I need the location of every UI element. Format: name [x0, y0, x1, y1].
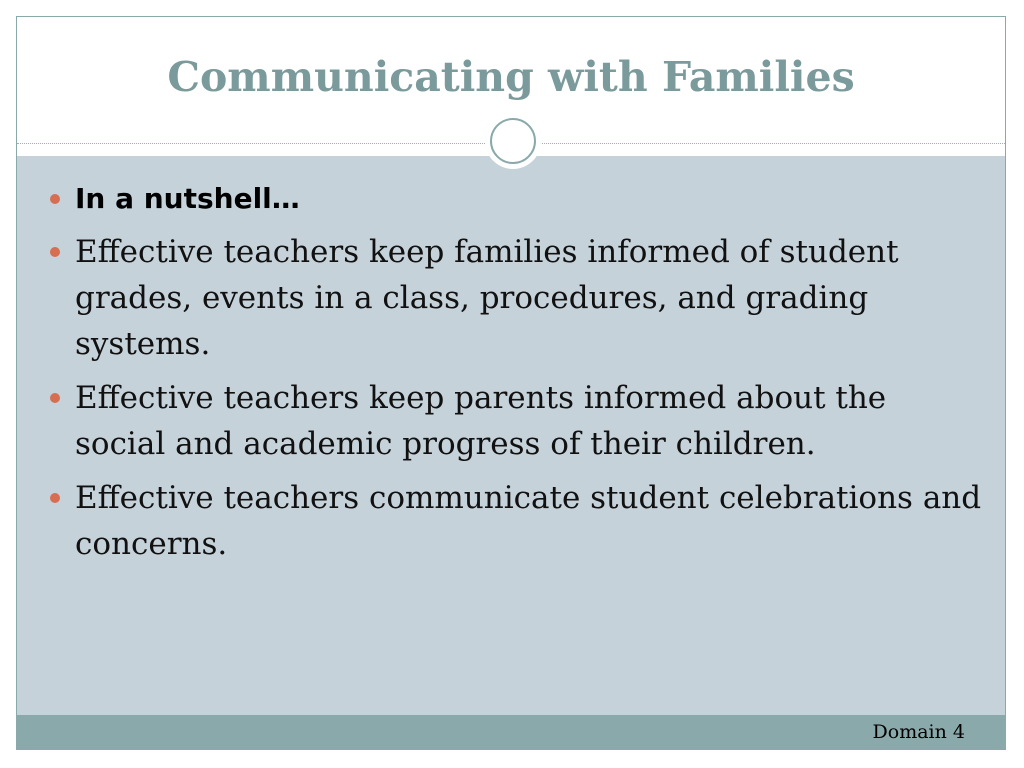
slide-title: Communicating with Families [167, 53, 855, 101]
bullet-text: Effective teachers communicate student celebrations and concerns. [75, 480, 982, 562]
slide [16, 16, 1006, 750]
bullet-list [17, 177, 1005, 575]
footer-bar [17, 715, 1005, 749]
bullet-text: Effective teachers keep families informed of student grades, events in a class, procedures, and grading systems. [75, 234, 899, 362]
bullet-item-families [17, 229, 1005, 367]
bullet-text: In a nutshell… [75, 182, 300, 215]
bullet-dot-icon [50, 493, 60, 503]
footer-label: Domain 4 [872, 721, 965, 743]
bullet-dot-icon [50, 393, 60, 403]
bullet-item-parents [17, 375, 1005, 467]
bullet-text: Effective teachers keep parents informed about the social and academic progress of their children. [75, 380, 887, 462]
circle-ornament-icon [485, 113, 541, 169]
bullet-item-nutshell [17, 177, 1005, 229]
bullet-item-celebrations [17, 475, 1005, 567]
bullet-dot-icon [50, 194, 60, 204]
bullet-dot-icon [50, 247, 60, 257]
ornament-ring [490, 118, 536, 164]
